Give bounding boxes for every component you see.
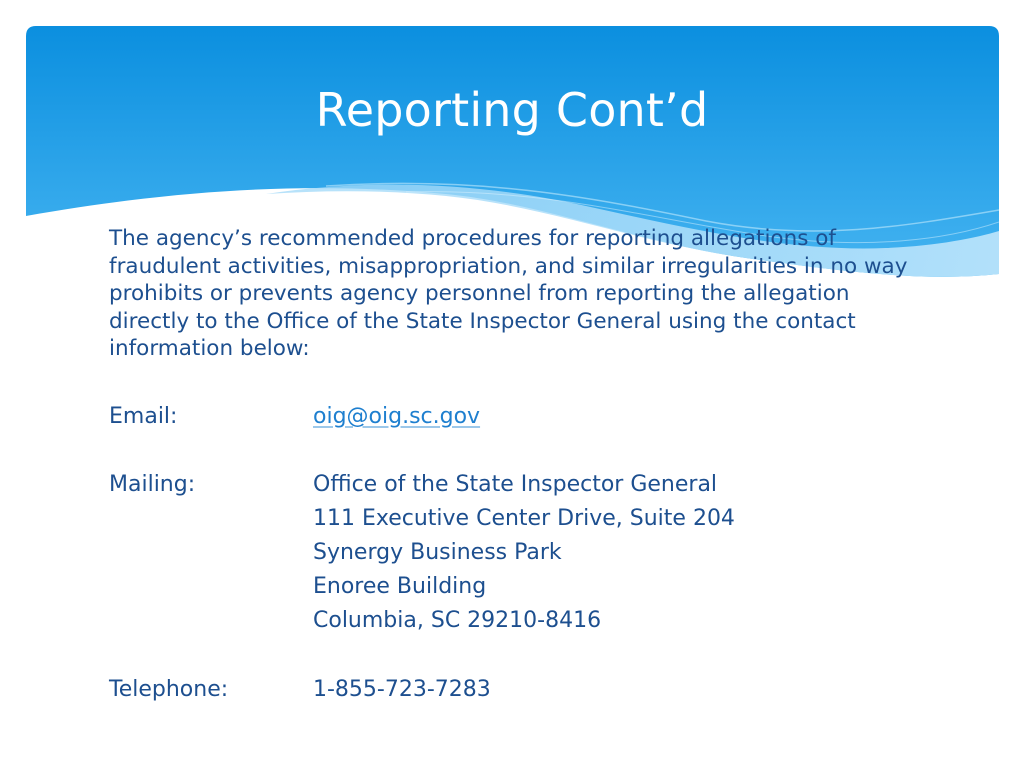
telephone-label: Telephone: [109,677,229,702]
mailing-address [313,468,735,638]
mailing-label: Mailing: [109,472,196,497]
address-line-city: Columbia, SC 29210-8416 [313,608,602,633]
email-link[interactable]: oig@oig.sc.gov [313,404,481,429]
slide-title: Reporting Cont’d [315,83,709,137]
telephone-number: 1-855-723-7283 [313,677,491,702]
address-line-street: 111 Executive Center Drive, Suite 204 [313,506,735,531]
intro-paragraph: The agency’s recommended procedures for reporting allegations of fraudulent activities, misappropriation, and similar irregularities in no way prohibits or prevents agency personnel from reporting the allegation directly to the Office of the State Inspector General using the contact information below: [109,226,908,361]
address-line-organization: Office of the State Inspector General [313,472,718,497]
address-line-building: Enoree Building [313,574,487,599]
email-label: Email: [109,404,178,429]
address-line-park: Synergy Business Park [313,540,562,565]
